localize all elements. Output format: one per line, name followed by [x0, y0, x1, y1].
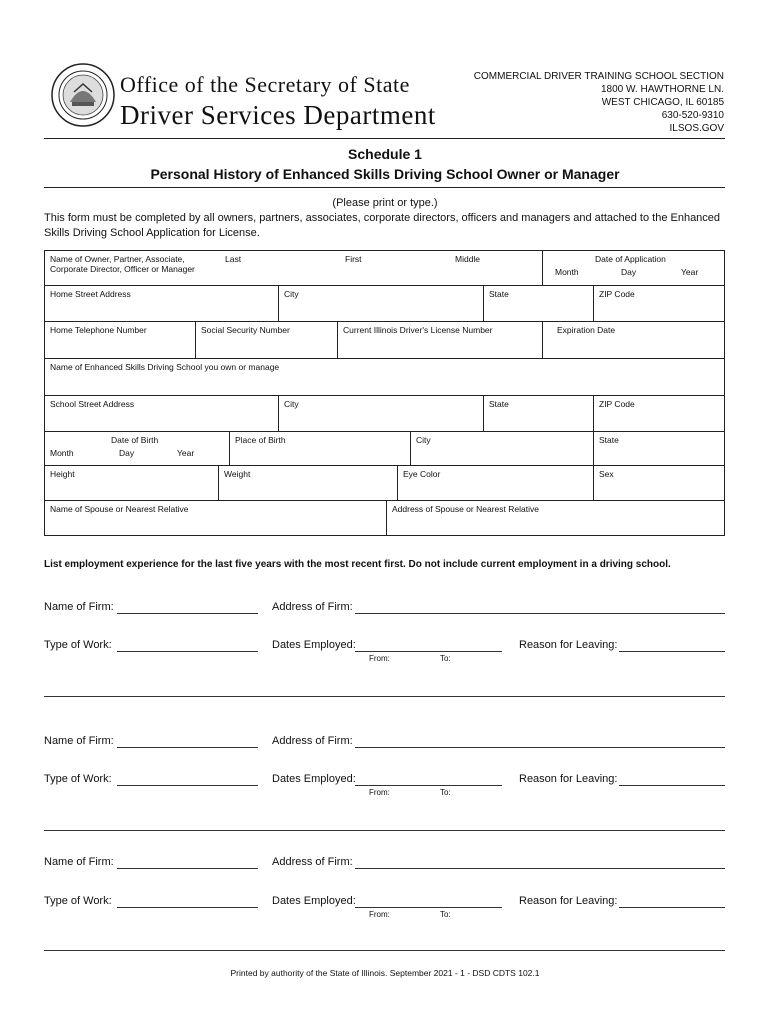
to-label: To: [440, 788, 451, 797]
height-label: Height [50, 469, 75, 479]
place-birth-label: Place of Birth [235, 435, 286, 445]
home-street-field[interactable] [44, 285, 279, 322]
date-application-label: Date of Application [595, 254, 666, 264]
reason-line[interactable] [619, 651, 725, 652]
firm-name-line[interactable] [117, 868, 258, 869]
license-label: Current Illinois Driver's License Number [343, 325, 493, 335]
state-seal-icon [50, 62, 116, 128]
school-street-label: School Street Address [50, 399, 135, 409]
dates-label: Dates Employed: [272, 895, 356, 907]
school-zip-field[interactable] [593, 395, 725, 432]
employment-heading: List employment experience for the last five years with the most recent first. Do not include current employment in a driving school. [44, 559, 671, 570]
reason-label: Reason for Leaving: [519, 895, 618, 907]
dates-line[interactable] [355, 651, 502, 652]
school-state-field[interactable] [483, 395, 594, 432]
sex-label: Sex [599, 469, 614, 479]
firm-name-label: Name of Firm: [44, 601, 114, 613]
birth-state-field[interactable] [593, 431, 725, 466]
home-zip-label: ZIP Code [599, 289, 635, 299]
name-label-1: Name of Owner, Partner, Associate, [50, 254, 185, 264]
section-name: COMMERCIAL DRIVER TRAINING SCHOOL SECTION [473, 71, 724, 82]
license-field[interactable] [337, 321, 543, 359]
dob-field[interactable] [44, 431, 230, 466]
dob-month-label: Month [50, 448, 74, 458]
work-type-label: Type of Work: [44, 639, 112, 651]
weight-label: Weight [224, 469, 251, 479]
spouse-address-field[interactable] [386, 500, 725, 536]
home-street-label: Home Street Address [50, 289, 131, 299]
work-type-label: Type of Work: [44, 773, 112, 785]
place-birth-field[interactable] [229, 431, 411, 466]
notes-line[interactable] [44, 950, 725, 951]
form-title: Personal History of Enhanced Skills Driving School Owner or Manager [150, 166, 620, 182]
dob-label: Date of Birth [111, 435, 159, 445]
department-title: Driver Services Department [120, 100, 436, 130]
date-application-field[interactable] [542, 250, 725, 286]
height-field[interactable] [44, 465, 219, 501]
home-phone-field[interactable] [44, 321, 196, 359]
name-label-2: Corporate Director, Officer or Manager [50, 264, 195, 274]
city-address: WEST CHICAGO, IL 60185 [601, 97, 724, 108]
school-state-label: State [489, 399, 509, 409]
firm-name-label: Name of Firm: [44, 856, 114, 868]
reason-line[interactable] [619, 785, 725, 786]
reason-label: Reason for Leaving: [519, 639, 618, 651]
from-label: From: [369, 910, 390, 919]
notes-line[interactable] [44, 696, 725, 697]
phone: 630-520-9310 [661, 110, 724, 121]
spouse-name-field[interactable] [44, 500, 387, 536]
first-label: First [345, 254, 362, 264]
to-label: To: [440, 654, 451, 663]
month-label: Month [555, 267, 579, 277]
to-label: To: [440, 910, 451, 919]
title-divider [44, 187, 725, 188]
notes-line[interactable] [44, 830, 725, 831]
school-city-field[interactable] [278, 395, 484, 432]
weight-field[interactable] [218, 465, 398, 501]
office-title: Office of the Secretary of State [120, 72, 410, 97]
work-type-line[interactable] [117, 651, 258, 652]
expiration-label: Expiration Date [557, 325, 616, 335]
section-address [474, 70, 724, 135]
school-name-label: Name of Enhanced Skills Driving School you own or manage [50, 362, 280, 372]
spouse-address-label: Address of Spouse or Nearest Relative [392, 504, 539, 514]
day-label: Day [621, 267, 637, 277]
ssn-label: Social Security Number [201, 325, 290, 335]
home-city-label: City [284, 289, 299, 299]
home-city-field[interactable] [278, 285, 484, 322]
firm-name-label: Name of Firm: [44, 735, 114, 747]
reason-label: Reason for Leaving: [519, 773, 618, 785]
dates-label: Dates Employed: [272, 639, 356, 651]
header-divider [44, 138, 725, 139]
birth-city-label: City [416, 435, 431, 445]
dates-line[interactable] [355, 907, 502, 908]
expiration-field[interactable] [542, 321, 725, 359]
home-phone-label: Home Telephone Number [50, 325, 147, 335]
firm-address-line[interactable] [355, 868, 725, 869]
sex-field[interactable] [593, 465, 725, 501]
home-state-field[interactable] [483, 285, 594, 322]
from-label: From: [369, 654, 390, 663]
personal-info-grid [44, 250, 725, 536]
birth-city-field[interactable] [410, 431, 594, 466]
school-zip-label: ZIP Code [599, 399, 635, 409]
intro-text: This form must be completed by all owners, partners, associates, corporate directors, officers and managers and attached to the Enhanced Skills Driving School Application for License. [44, 212, 721, 239]
eye-color-label: Eye Color [403, 469, 441, 479]
schedule-title: Schedule 1 [348, 146, 422, 162]
from-label: From: [369, 788, 390, 797]
work-type-label: Type of Work: [44, 895, 112, 907]
dates-label: Dates Employed: [272, 773, 356, 785]
ssn-field[interactable] [195, 321, 338, 359]
dob-year-label: Year [177, 448, 195, 458]
name-field[interactable] [44, 250, 543, 286]
school-street-field[interactable] [44, 395, 279, 432]
eye-color-field[interactable] [397, 465, 594, 501]
print-note: (Please print or type.) [332, 197, 438, 209]
dates-line[interactable] [355, 785, 502, 786]
middle-label: Middle [455, 254, 481, 264]
dob-day-label: Day [119, 448, 135, 458]
year-label: Year [681, 267, 699, 277]
home-state-label: State [489, 289, 509, 299]
work-type-line[interactable] [117, 907, 258, 908]
school-name-field[interactable] [44, 358, 725, 396]
firm-address-line[interactable] [355, 613, 725, 614]
firm-name-line[interactable] [117, 747, 258, 748]
last-label: Last [225, 254, 242, 264]
footer-text: Printed by authority of the State of Illinois. September 2021 - 1 - DSD CDTS 102.1 [230, 968, 540, 978]
firm-name-line[interactable] [117, 613, 258, 614]
firm-address-label: Address of Firm: [272, 735, 353, 747]
firm-address-label: Address of Firm: [272, 601, 353, 613]
work-type-line[interactable] [117, 785, 258, 786]
street-address: 1800 W. HAWTHORNE LN. [601, 84, 724, 95]
firm-address-line[interactable] [355, 747, 725, 748]
website: ILSOS.GOV [669, 123, 724, 134]
firm-address-label: Address of Firm: [272, 856, 353, 868]
home-zip-field[interactable] [593, 285, 725, 322]
reason-line[interactable] [619, 907, 725, 908]
spouse-name-label: Name of Spouse or Nearest Relative [50, 504, 189, 514]
birth-state-label: State [599, 435, 619, 445]
school-city-label: City [284, 399, 299, 409]
